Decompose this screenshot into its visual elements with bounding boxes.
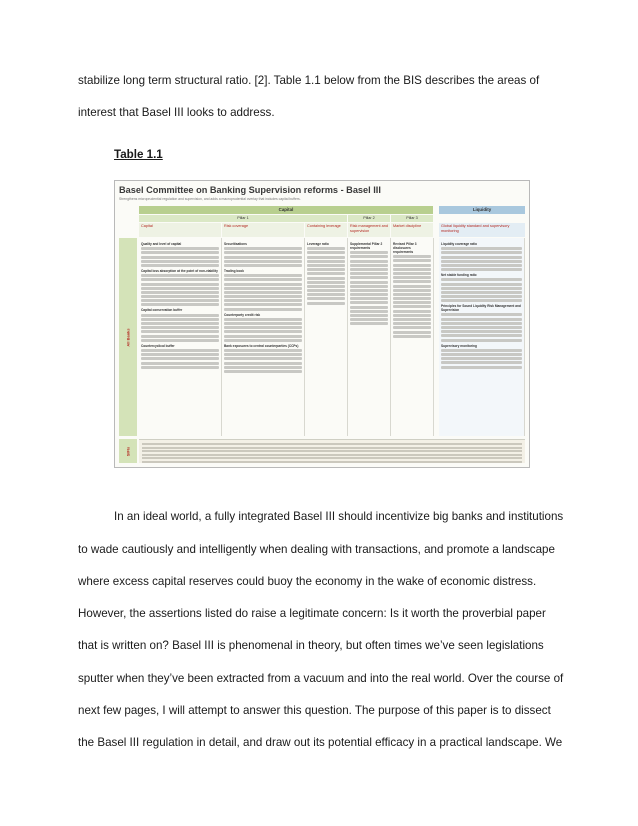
paragraph-line: next few pages, I will attempt to answer this question. The purpose of this paper is to dissect — [78, 704, 551, 717]
cell-heading: Net stable funding ratio — [441, 273, 477, 278]
figure-subtitle: Strengthens microprudential regulation and supervision, and adds a macroprudential overlay that includes capital buffers. — [119, 197, 301, 201]
paragraph-line: interest that Basel III looks to address. — [78, 106, 275, 119]
sifis-text-block — [139, 439, 525, 463]
cell-heading: Capital conservation buffer — [141, 308, 183, 313]
paragraph-line: to wade cautiously and intelligently when dealing with transactions, and promote a landscape — [78, 543, 555, 556]
table-cell — [139, 238, 222, 436]
paragraph-line: the Basel III regulation in detail, and draw out its potential efficacy in a practical landscape. We — [78, 736, 563, 749]
paragraph-line: where excess capital reserves could buoy the economy in the wake of economic distress. — [78, 575, 537, 588]
paragraph-line: However, the assertions listed do raise a legitimate concern: Is it worth the proverbial paper — [78, 607, 546, 620]
cell-heading: Countercyclical buffer — [141, 343, 175, 348]
cell-heading: Capital loss absorption at the point of non-viability — [141, 268, 218, 273]
side-label-sifis: SIFIs — [119, 439, 137, 463]
cell-heading: Leverage ratio — [307, 242, 329, 246]
pillar-header: Pillar 2 — [348, 215, 390, 222]
table-cell — [439, 238, 525, 436]
cell-heading: Revised Pillar 3 disclosures requirements — [393, 242, 417, 254]
column-header: Containing leverage — [305, 223, 347, 237]
pillar-header: Pillar 1 — [139, 215, 347, 222]
figure-title: Basel Committee on Banking Supervision reforms - Basel III — [119, 185, 381, 195]
cell-heading: Supplemental Pillar 2 requirements — [350, 242, 383, 250]
table-cell — [391, 238, 434, 436]
capital-band: Capital — [139, 206, 433, 214]
cell-heading: Bank exposures to central counterparties (CCPs) — [224, 343, 299, 348]
cell-heading: Securitisations — [224, 242, 247, 246]
cell-heading: Trading book — [224, 268, 245, 273]
column-header: Risk management and supervision — [348, 223, 390, 237]
cell-heading: Quality and level of capital — [141, 242, 182, 246]
table-cell — [348, 238, 391, 436]
cell-heading: Counterparty credit risk — [224, 312, 261, 317]
cell-heading: Supervisory monitoring — [441, 343, 477, 348]
paragraph-line: stabilize long term structural ratio. [2]. Table 1.1 below from the BIS describes the areas of — [78, 74, 540, 87]
basel-table-figure — [114, 180, 530, 468]
cell-heading: Principles for Sound Liquidity Risk Management and Supervision — [441, 304, 521, 313]
paragraph-line: In an ideal world, a fully integrated Basel III should incentivize big banks and institutions — [114, 510, 564, 523]
table-cell — [222, 238, 305, 436]
column-header: Capital — [139, 223, 221, 237]
column-header: Risk coverage — [222, 223, 304, 237]
pillar-header: Pillar 3 — [391, 215, 433, 222]
table-cell — [305, 238, 348, 436]
cell-heading: Liquidity coverage ratio — [441, 242, 477, 246]
table-heading: Table 1.1 — [114, 148, 163, 161]
column-header: Market discipline — [391, 223, 433, 237]
paragraph-line: sputter when they’ve been extracted from a vacuum and into the real world. Over the course of — [78, 672, 564, 685]
side-label-all-banks: All Banks — [119, 238, 137, 436]
liquidity-band: Liquidity — [439, 206, 525, 214]
column-header: Global liquidity standard and supervisory monitoring — [439, 223, 525, 237]
paragraph-line: that is written on? Basel III is phenomenal in theory, but often times we’ve seen legislations — [78, 639, 544, 652]
